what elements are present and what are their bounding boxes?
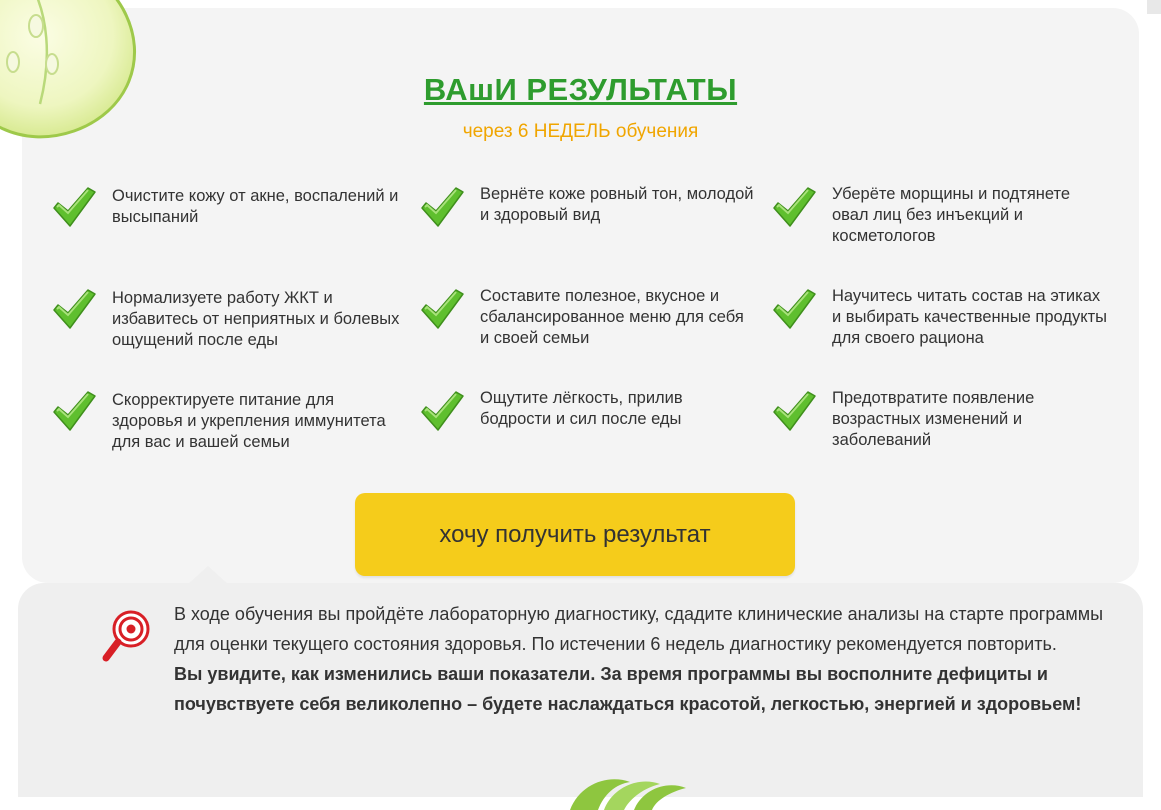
benefit-item [416,172,768,274]
benefit-item [768,376,1123,478]
note-paragraph-bold: Вы увидите, как изменились ваши показатели. За время программы вы восполните дефициты и почувствуете себя великолепно – будете наслаждаться красотой, легкостью, энергией и здоровьем! [174,663,1082,714]
benefit-text: Ощутите лёгкость, прилив бодрости и сил после еды [480,389,683,428]
benefits-grid [48,172,1123,478]
green-check-icon [48,388,100,434]
green-check-icon [48,184,100,230]
benefit-item [48,274,416,376]
green-check-icon [768,286,820,332]
benefit-text: Вернёте коже ровный тон, молодой и здоровый вид [480,185,754,224]
benefit-item [768,274,1123,376]
page-subtitle: через 6 НЕДЕЛЬ обучения [462,121,699,142]
benefit-item [768,172,1123,274]
benefit-text: Научитесь читать состав на этиках и выбирать качественные продукты для своего рациона [832,287,1108,347]
page-corner-mark [1147,0,1161,14]
note-text [174,600,1129,720]
get-result-button[interactable]: хочу получить результат [355,493,795,576]
benefit-text: Нормализуете работу ЖКТ и избавитесь от неприятных и болевых ощущений после еды [112,289,400,349]
benefit-text: Уберёте морщины и подтянете овал лиц без инъекций и косметологов [832,185,1071,245]
benefit-text: Скорректируете питание для здоровья и укрепления иммунитета для вас и вашей семьи [112,391,386,451]
green-check-icon [768,184,820,230]
benefit-text: Предотвратите появление возрастных изменений и заболеваний [832,389,1035,449]
green-check-icon [416,286,468,332]
green-check-icon [48,286,100,332]
benefit-item [48,172,416,274]
green-check-icon [416,184,468,230]
green-check-icon [768,388,820,434]
page-title: ВАшИ РЕЗУЛЬТАТЫ [423,72,738,107]
benefit-item [416,376,768,478]
green-check-icon [416,388,468,434]
target-magnifier-icon [100,608,156,664]
benefit-item [48,376,416,478]
note-paragraph-regular: В ходе обучения вы пройдёте лабораторную диагностику, сдадите клинические анализы на старте программы для оценки текущего состояния здоровья. По истечении 6 недель диагностику рекомендуется повторить. [174,604,1104,654]
benefit-text: Составите полезное, вкусное и сбалансированное меню для себя и своей семьи [480,287,744,347]
note-bubble-tail [186,566,230,586]
benefit-item [416,274,768,376]
benefit-text: Очистите кожу от акне, воспалений и высыпаний [112,187,399,226]
